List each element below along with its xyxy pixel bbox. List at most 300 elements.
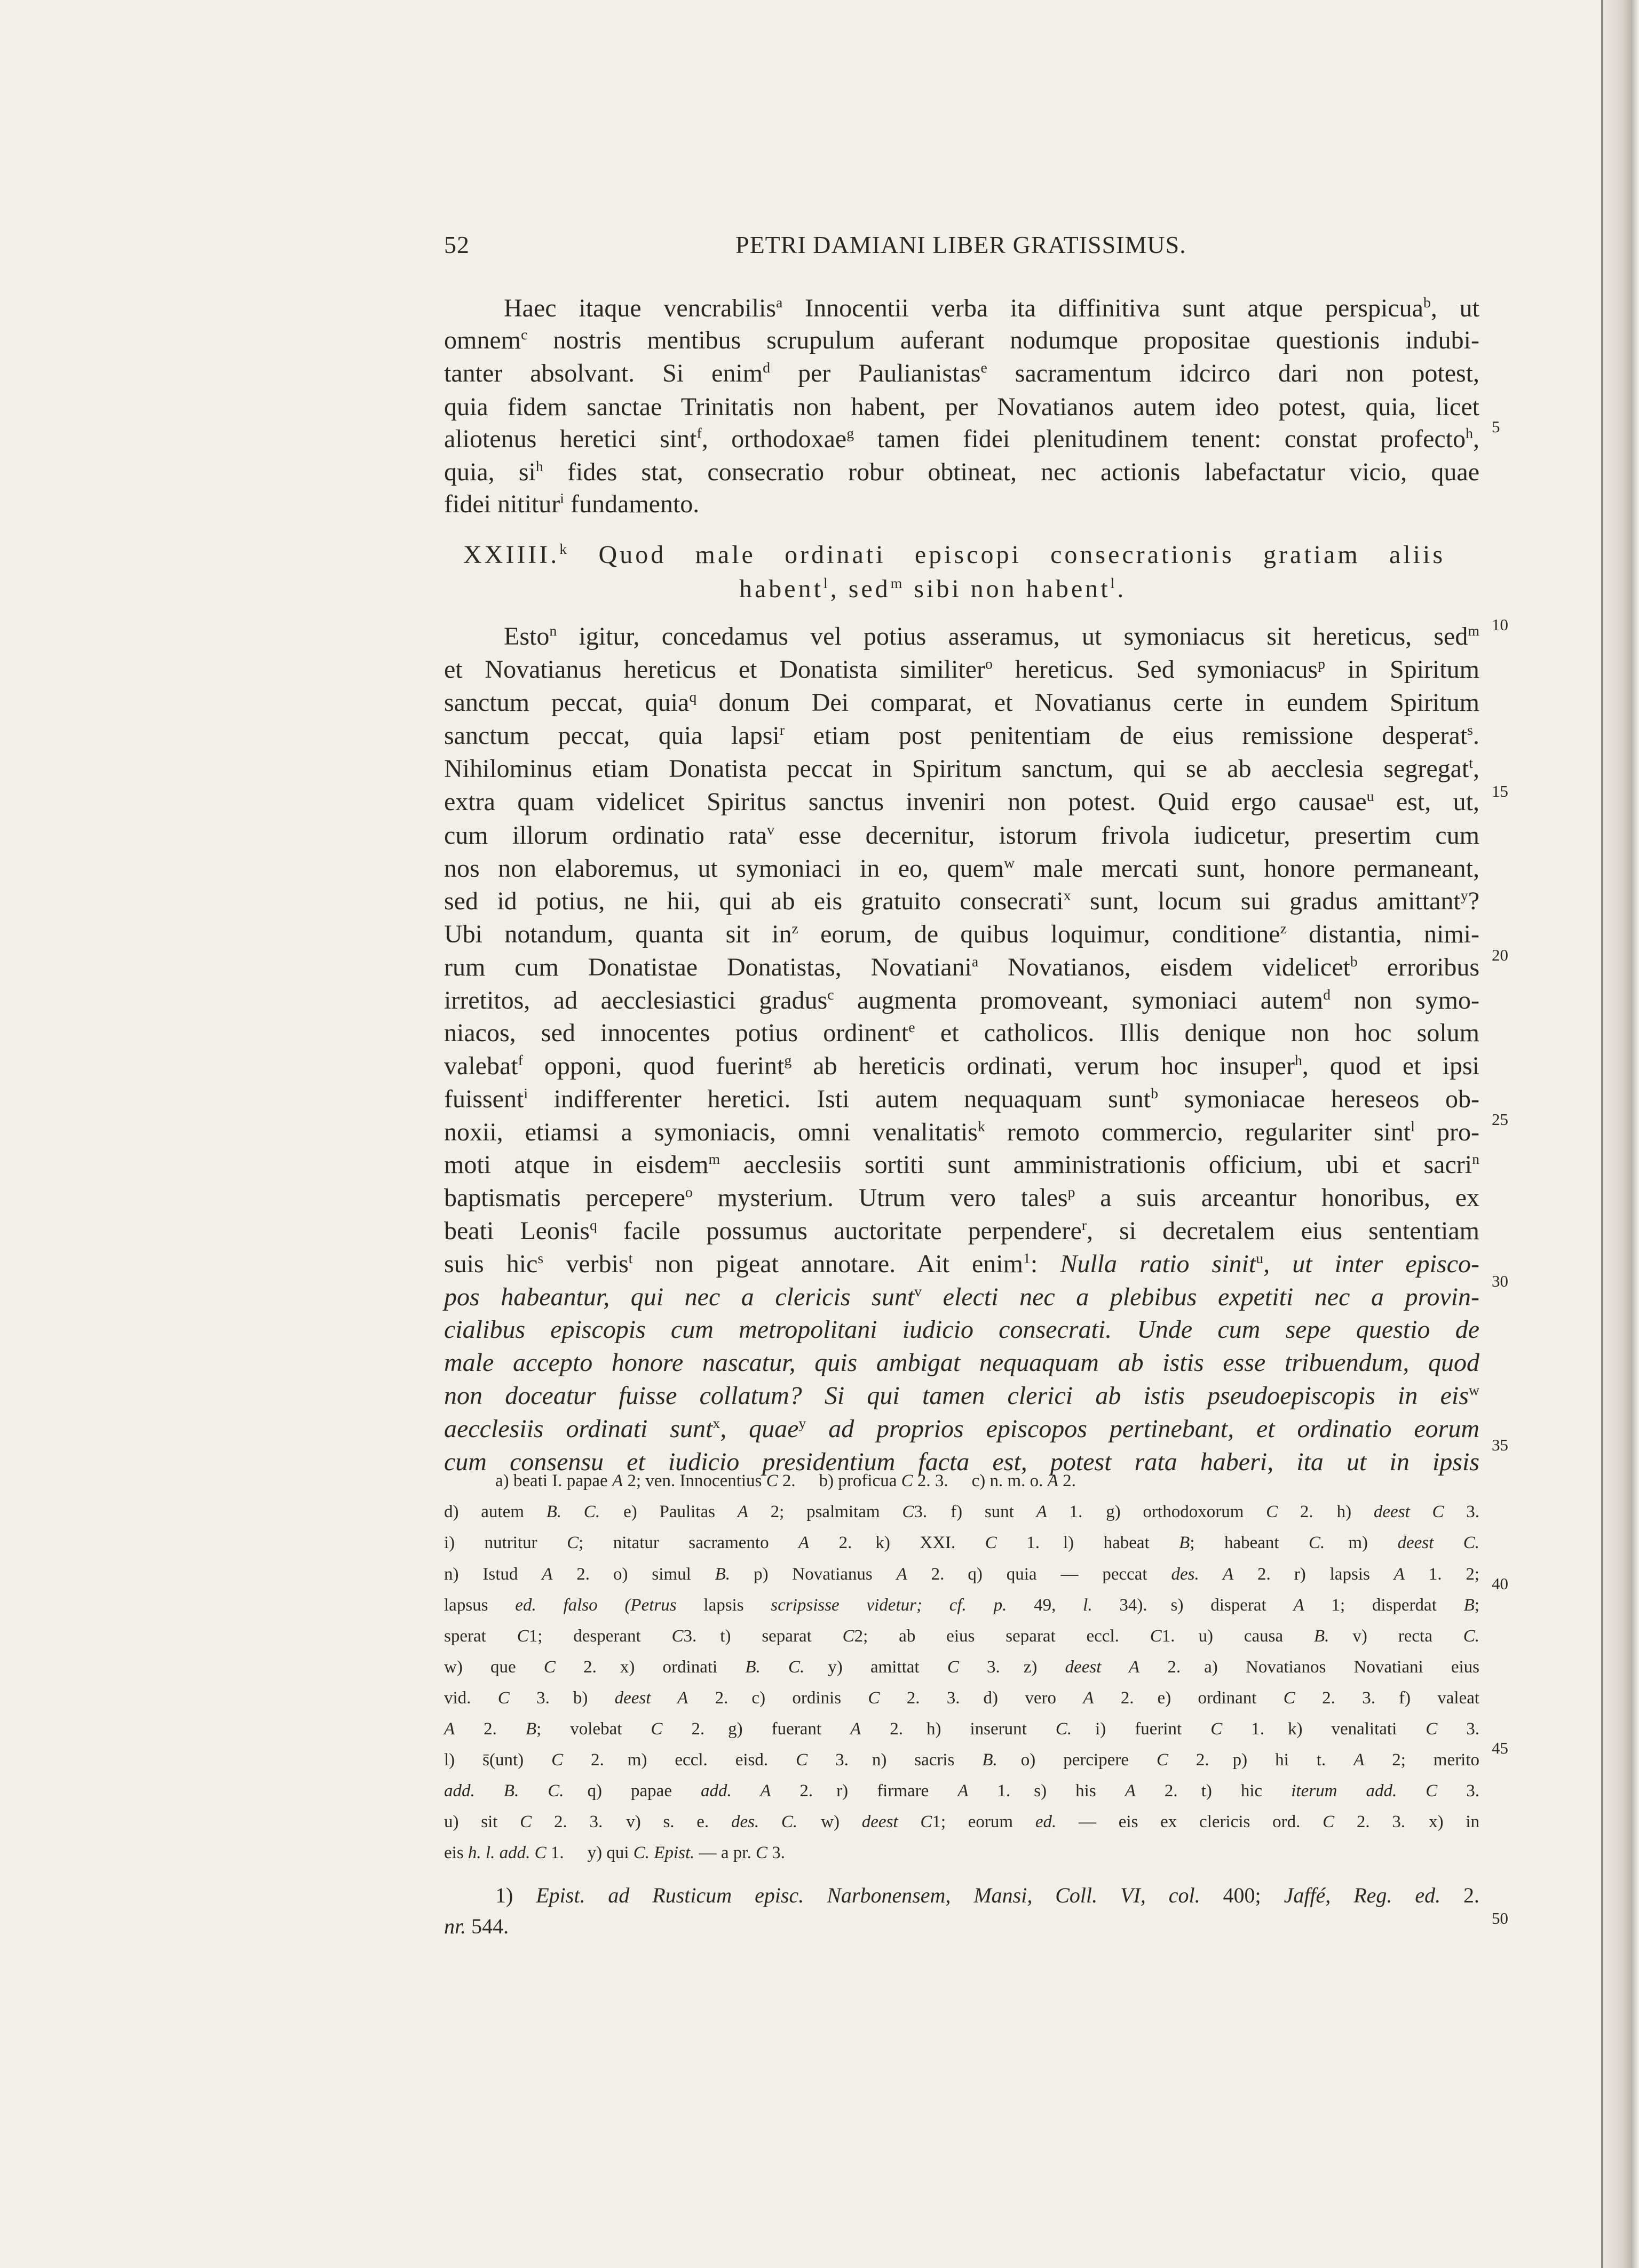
text-segment: ed. falso (Petrus [515,1596,677,1615]
footnote-line [495,1883,1479,1916]
text-segment: non pigeat annotare. Ait enim [632,1250,1023,1278]
line-number-45: 45 [1492,1739,1508,1757]
apparatus-siglum: m [1468,623,1479,639]
text-segment: 1; eorum [932,1812,1035,1831]
text-segment: y) qui [587,1843,634,1862]
line-number-40: 40 [1492,1574,1508,1593]
apparatus-siglum: z [1280,921,1287,937]
text-segment: B. C. [546,1502,600,1521]
text-segment: symoniacae hereseos ob- [1158,1085,1480,1113]
apparatus-siglum: x [1063,887,1071,904]
text-segment: baptismatis percepere [444,1184,685,1212]
text-segment: 2. [1135,1781,1178,1801]
text-segment: distantia, nimi- [1286,920,1479,948]
apparatus-siglum: a [776,295,783,311]
apparatus-siglum: l [823,575,830,592]
text-segment: d) vero [983,1688,1083,1708]
apparatus-siglum: v [914,1283,922,1300]
text-segment: omnem [444,326,521,354]
text-segment: A [1125,1781,1136,1801]
text-segment: suis hic [444,1250,538,1278]
text-segment: verbis [543,1250,629,1278]
line-number-25: 25 [1492,1110,1508,1129]
body-text-line [444,688,1479,721]
variant-note-line [444,1565,1479,1598]
apparatus-siglum: o [685,1184,693,1201]
text-segment: ab hereticis ordinati, verum hoc insuper [791,1052,1295,1080]
body-text-line [444,754,1479,787]
text-segment: valebat [444,1052,518,1080]
text-segment: n) sacris [872,1750,983,1770]
text-segment: o) simul [613,1565,715,1584]
text-segment: male accepto honore nascatur, quis ambigat nequaquam ab istis esse tribuendum, quod [444,1349,1479,1377]
text-segment: 2. [455,1719,526,1739]
text-segment: niacos, sed innocentes potius ordinent [444,1019,909,1047]
text-segment: 3. [1444,1502,1479,1521]
text-segment: i) fuerint [1095,1719,1211,1739]
text-segment: 49, [1007,1596,1083,1615]
text-segment: r) firmare [836,1781,958,1801]
text-segment: ? [1468,887,1479,915]
text-segment: 2. [861,1719,904,1739]
text-segment: B. C. [745,1658,805,1677]
apparatus-siglum: m [890,575,905,592]
text-segment: v) recta [1352,1627,1463,1646]
text-segment: et Novatianus hereticus et Donatista similiter [444,655,985,684]
text-segment: 2. [809,1533,852,1552]
text-segment: eorum, de quibus loquimur, conditione [798,920,1280,948]
text-segment: — eis ex clericis ord. [1056,1812,1323,1831]
variant-note-line [444,1688,1479,1722]
text-segment: 3. [509,1688,550,1708]
text-segment: v) s. e. [626,1812,731,1831]
text-segment: A [850,1719,861,1739]
apparatus-siglum: g [784,1052,792,1069]
text-segment: p) hi t. [1232,1750,1354,1770]
text-segment: scripsisse videtur; cf. p. [771,1596,1007,1615]
text-segment: n) Istud [444,1565,542,1584]
apparatus-siglum: i [560,490,565,507]
text-segment: cialibus episcopis cum metropolitani iudicio consecrati. Unde cum sepe questio de [444,1315,1479,1344]
variant-note-line [444,1719,1479,1752]
text-segment: , quae [720,1415,799,1443]
text-segment: y) amittat [828,1658,947,1677]
text-segment: a suis arceantur honoribus, ex [1075,1184,1480,1212]
text-segment: pro- [1414,1118,1480,1146]
text-segment: C. [1309,1533,1325,1552]
text-segment: sanctum peccat, quia [444,688,690,717]
text-segment: q) quia — peccat [968,1565,1171,1584]
text-segment: C [868,1688,880,1708]
text-segment: C [1210,1719,1223,1739]
body-text-line [444,1249,1479,1282]
text-segment: 2. 3. [1334,1812,1406,1831]
apparatus-siglum: s [1467,722,1473,739]
body-text-line [444,1084,1479,1117]
text-segment: C [671,1627,684,1646]
text-segment: non symo- [1331,986,1480,1014]
text-segment: ; habeant [1190,1533,1309,1552]
text-segment: nr. [444,1914,466,1938]
line-number-5: 5 [1492,417,1500,436]
text-segment: 544. [466,1914,509,1938]
text-segment: Innocentii verba ita diffinitiva sunt atque perspicua [782,294,1423,322]
text-segment: l) s̄(unt) [444,1750,552,1770]
text-segment: 2. [778,1471,796,1490]
text-segment: , [1473,755,1479,783]
text-segment: 2. [563,1750,604,1770]
text-segment: male mercati sunt, honore permaneant, [1015,854,1479,883]
text-segment: 2; ab eius separat eccl. [854,1627,1150,1646]
text-segment: XXIIII. [463,541,560,569]
text-segment: g) orthodoxorum [1106,1502,1266,1521]
apparatus-siglum: n [549,623,557,639]
text-segment: 1; disperdat [1304,1596,1464,1615]
text-segment: C [1283,1688,1295,1708]
text-segment: fides stat, consecratio robur obtineat, nec actionis labefactatur vicio, quae [543,458,1480,486]
text-segment: 2. [1233,1565,1271,1584]
text-segment: : [1030,1250,1060,1278]
text-segment: fidei nititur [444,490,560,518]
text-segment: A [1047,1471,1058,1490]
text-segment: in Spiritum [1325,655,1479,684]
apparatus-siglum: p [1067,1184,1075,1201]
text-segment: s) his [1034,1781,1125,1801]
text-segment: et catholicos. Illis denique non hoc solum [915,1019,1480,1047]
text-segment: Quod male ordinati episcopi consecrationis gratiam aliis [569,541,1445,569]
binding-shadow-line [1601,0,1603,2268]
text-segment: p) Novatianus [754,1565,897,1584]
text-segment: B [1179,1533,1190,1552]
text-segment: deest C [1373,1502,1444,1521]
text-segment: l) habeat [1063,1533,1179,1552]
text-segment: cum consensu et iudicio presidentium facta est, potest rata haberi, ita ut in ipsis [444,1448,1479,1476]
text-segment: tamen fidei plenitudinem tenent: constat profecto [854,425,1466,453]
text-segment: 2. [552,1565,590,1584]
text-segment: 2. 3. [913,1471,948,1490]
text-segment: 2. [1139,1658,1181,1677]
body-text-line [444,1018,1479,1051]
variant-note-line [444,1781,1479,1814]
variant-note-line [444,1502,1479,1535]
text-segment: e) ordinant [1157,1688,1284,1708]
text-segment: A [896,1565,907,1584]
text-segment: lapsus [444,1596,516,1615]
apparatus-siglum: i [524,1085,528,1102]
text-segment: 2. [688,1688,729,1708]
body-text-line [444,886,1479,919]
body-text-line [444,1216,1479,1249]
apparatus-siglum: s [537,1250,544,1267]
text-segment: C [842,1627,854,1646]
text-segment: add. A [701,1781,771,1801]
text-segment: 2. [1058,1471,1076,1490]
text-segment: C. Epist. [633,1843,695,1862]
apparatus-siglum: b [1151,1085,1159,1102]
text-segment: 2; ven. Innocentius [623,1471,766,1490]
text-segment: deest C [861,1812,932,1831]
text-segment: 34). [1092,1596,1147,1615]
apparatus-siglum: z [791,921,798,937]
body-text-line [444,1348,1479,1381]
body-text-line [444,1117,1479,1151]
text-segment: A [957,1781,969,1801]
text-segment: electi nec a plebibus expetiti nec a provin- [922,1283,1480,1311]
apparatus-siglum: l [1110,575,1118,592]
text-segment: 2. [662,1719,705,1739]
apparatus-siglum: t [628,1250,633,1267]
body-text-line [444,392,1479,425]
text-segment: sanctum peccat, quia lapsi [444,721,780,750]
line-number-10: 10 [1492,615,1508,634]
apparatus-siglum: t [1469,755,1473,772]
text-segment: indifferenter heretici. Isti autem nequaquam sunt [528,1085,1151,1113]
text-segment: donum Dei comparat, et Novatianus certe in eundem Spiritum [696,688,1480,717]
text-segment: o) percipere [1020,1750,1157,1770]
text-segment: 1. 2; [1404,1565,1480,1584]
apparatus-siglum: 1 [1023,1250,1031,1267]
text-segment: , sed [830,575,891,603]
apparatus-siglum: k [559,541,570,558]
text-segment: C [1150,1627,1162,1646]
text-segment: A [444,1719,455,1739]
text-segment: sunt, locum sui gradus amittant [1071,887,1461,915]
text-segment: w) [821,1812,862,1831]
text-segment: C [543,1658,556,1677]
text-segment: A [737,1502,748,1521]
text-segment: ; volebat [536,1719,651,1739]
text-segment: g) fuerant [728,1719,851,1739]
body-text-line [504,294,1479,327]
apparatus-siglum: r [779,722,785,739]
body-text-line [444,1051,1479,1084]
text-segment: Novatianos, eisdem videlicet [978,953,1350,981]
text-segment: C [1323,1812,1335,1831]
apparatus-siglum: o [985,656,993,672]
body-text-line [444,986,1479,1019]
apparatus-siglum: n [1472,1151,1480,1168]
text-segment: 1. [546,1843,564,1862]
text-segment: f) sunt [951,1502,1036,1521]
apparatus-siglum: w [1468,1382,1479,1399]
text-segment: esse decernitur, istorum frivola iudicetur, presertim cum [774,821,1479,850]
text-segment: B. [982,1750,997,1770]
apparatus-siglum: r [1081,1217,1087,1234]
variant-note-line [444,1658,1479,1691]
text-segment: Esto [504,622,550,651]
apparatus-siglum: w [1004,855,1015,871]
text-segment: 2. [771,1781,813,1801]
text-segment: fuissent [444,1085,524,1113]
text-segment: , orthodoxae [701,425,847,453]
text-segment: Epist. ad Rusticum episc. Narbonensem, Mansi, Coll. VI, col. [536,1883,1200,1907]
text-segment: tanter absolvant. Si enim [444,359,763,387]
text-segment: nostris mentibus scrupulum auferant nodumque propositae questionis indubi- [527,326,1479,354]
text-segment: x) ordinati [620,1658,746,1677]
text-segment: 2. [1168,1750,1209,1770]
apparatus-siglum: c [520,327,528,343]
text-segment: lapsis [676,1596,771,1615]
text-segment: remoto commercio, regulariter sint [985,1118,1411,1146]
text-segment: C [985,1533,997,1552]
text-segment: B [525,1719,537,1739]
variant-note-line [444,1843,785,1863]
text-segment: C [766,1471,778,1490]
text-segment: C [755,1843,767,1862]
text-segment: etiam post penitentiam de eius remissione desperat [785,721,1468,750]
text-segment: 1. [968,1781,1011,1801]
text-segment: igitur, concedamus vel potius asseramus, ut symoniacus sit hereticus, sed [557,622,1468,651]
text-segment: 2. [1440,1883,1479,1907]
text-segment: deest C. [1397,1533,1479,1552]
body-text-line [444,1414,1479,1447]
text-segment: moti atque in eisdem [444,1151,709,1179]
text-segment: sed id potius, ne hii, qui ab eis gratuito consecrati [444,887,1064,915]
text-segment: 2. [555,1658,597,1677]
apparatus-siglum: y [1460,887,1468,904]
text-segment: quia fidem sanctae Trinitatis non habent, per Novatianos autem ideo potest, quia, licet [444,393,1479,421]
text-segment: aecclesiis sortiti sunt amministrationis officium, ubi et sacri [720,1151,1472,1179]
book-binding-edge [1602,0,1639,2268]
text-segment: C [517,1627,529,1646]
text-segment: 3. [1437,1781,1480,1801]
text-segment: , quod et ipsi [1302,1052,1480,1080]
body-text-line [444,326,1479,359]
text-segment: ; [1474,1596,1480,1615]
text-segment: eis [444,1843,468,1862]
apparatus-siglum: f [696,425,702,442]
text-segment: cum illorum ordinatio rata [444,821,767,850]
text-segment: b) [573,1688,615,1708]
text-segment: C [567,1533,579,1552]
text-segment: iterum add. C [1291,1781,1438,1801]
text-segment: C [1426,1719,1438,1739]
page-number: 52 [444,231,470,258]
apparatus-siglum: d [763,360,770,376]
text-segment: habent [739,575,824,603]
text-segment: 1; desperant [528,1627,672,1646]
text-segment: B. [715,1565,731,1584]
text-segment: 3. [767,1843,785,1862]
text-segment: t) separat [720,1627,843,1646]
text-segment: des. A [1171,1565,1234,1584]
text-segment: q) papae [587,1781,701,1801]
text-segment: — a pr. [694,1843,756,1862]
apparatus-siglum: y [798,1415,806,1432]
text-segment: fundamento. [564,490,700,518]
text-segment: deest A [1065,1658,1140,1677]
text-segment: t) hic [1201,1781,1292,1801]
text-segment: l. [1083,1596,1092,1615]
body-text-line [444,489,699,519]
text-segment: augmenta promoveant, symoniaci autem [834,986,1324,1014]
text-segment: add. B. C. [444,1781,564,1801]
body-text-line [444,1282,1479,1315]
text-segment: i) nutritur [444,1533,567,1552]
text-segment: ed. [1035,1812,1057,1831]
text-segment: c) n. m. o. [971,1471,1048,1490]
text-segment: e) Paulitas [623,1502,738,1521]
text-segment: a) beati I. papae [495,1471,612,1490]
text-segment: , [1473,425,1479,453]
body-text-line [444,655,1479,688]
text-segment: B [1463,1596,1475,1615]
text-segment: c) ordinis [751,1688,868,1708]
apparatus-siglum: x [712,1415,720,1432]
apparatus-siglum: e [908,1019,915,1036]
text-segment: Nihilominus etiam Donatista peccat in Spiritum sanctum, qui se ab aecclesia segregat [444,755,1469,783]
text-segment: A [1293,1596,1304,1615]
text-segment: opponi, quod fuerint [522,1052,785,1080]
text-segment: rum cum Donatistae Donatistas, Novatiani [444,953,972,981]
apparatus-siglum: v [767,822,775,838]
text-segment: non doceatur fuisse collatum? Si qui tamen clerici ab istis pseudoepiscopis in eis [444,1382,1469,1410]
text-segment: sacramentum idcirco dari non potest, [987,359,1480,387]
text-segment: nos non elaboremus, ut symoniaci in eo, quem [444,854,1004,883]
text-segment: d) autem [444,1502,547,1521]
apparatus-siglum: m [708,1151,720,1168]
text-segment: sperat [444,1627,517,1646]
text-segment: 1. [1161,1627,1175,1646]
text-segment: erroribus [1357,953,1479,981]
text-segment: r) lapsis [1294,1565,1394,1584]
text-segment: noxii, etiamsi a symoniacis, omni venalitatis [444,1118,978,1146]
text-segment: h. l. add. C [468,1843,547,1862]
text-segment: irretitos, ad aecclesiastici gradus [444,986,828,1014]
text-segment: quia, si [444,458,536,486]
text-segment: Haec itaque vencrabilis [504,294,777,322]
text-segment: A [1393,1565,1405,1584]
text-segment: . [1473,721,1479,750]
apparatus-siglum: e [980,360,987,376]
apparatus-siglum: h [1294,1052,1302,1069]
text-segment: b) proficua [819,1471,901,1490]
body-text-line [444,1183,1479,1216]
text-segment: u) causa [1198,1627,1314,1646]
apparatus-siglum: c [827,987,834,1003]
variant-note-line [444,1596,1479,1629]
apparatus-siglum: u [1366,788,1374,805]
text-segment: Jaffé, Reg. ed. [1284,1883,1441,1907]
apparatus-siglum: b [1423,295,1431,311]
text-segment: h) inserunt [927,1719,1056,1739]
text-segment: des. C. [731,1812,798,1831]
text-segment: 3. [807,1750,849,1770]
line-number-35: 35 [1492,1436,1508,1454]
text-segment: m) eccl. eisd. [627,1750,796,1770]
text-segment: C. [1463,1627,1480,1646]
text-segment: sibi non habent [905,575,1111,603]
text-segment: facile possumus auctoritate perpendere [597,1217,1082,1245]
text-segment: 2. [1278,1502,1313,1521]
body-text-line [444,424,1479,457]
text-segment: 3. [683,1627,697,1646]
apparatus-siglum: g [846,425,854,442]
text-segment: C [551,1750,564,1770]
text-segment: aecclesiis ordinati sunt [444,1415,713,1443]
body-text-line [444,787,1479,820]
chapter-heading-line [739,574,1126,604]
apparatus-siglum: k [977,1119,985,1135]
text-segment: C [1156,1750,1168,1770]
body-text-line [444,457,1479,490]
text-segment: x) in [1429,1812,1480,1831]
body-text-line [444,1381,1479,1414]
body-text-line [444,919,1479,953]
text-segment: mysterium. Utrum vero tales [692,1184,1068,1212]
line-number-50: 50 [1492,1909,1508,1928]
text-segment: ad proprios episcopos pertinebant, et ordinatio eorum [806,1415,1479,1443]
